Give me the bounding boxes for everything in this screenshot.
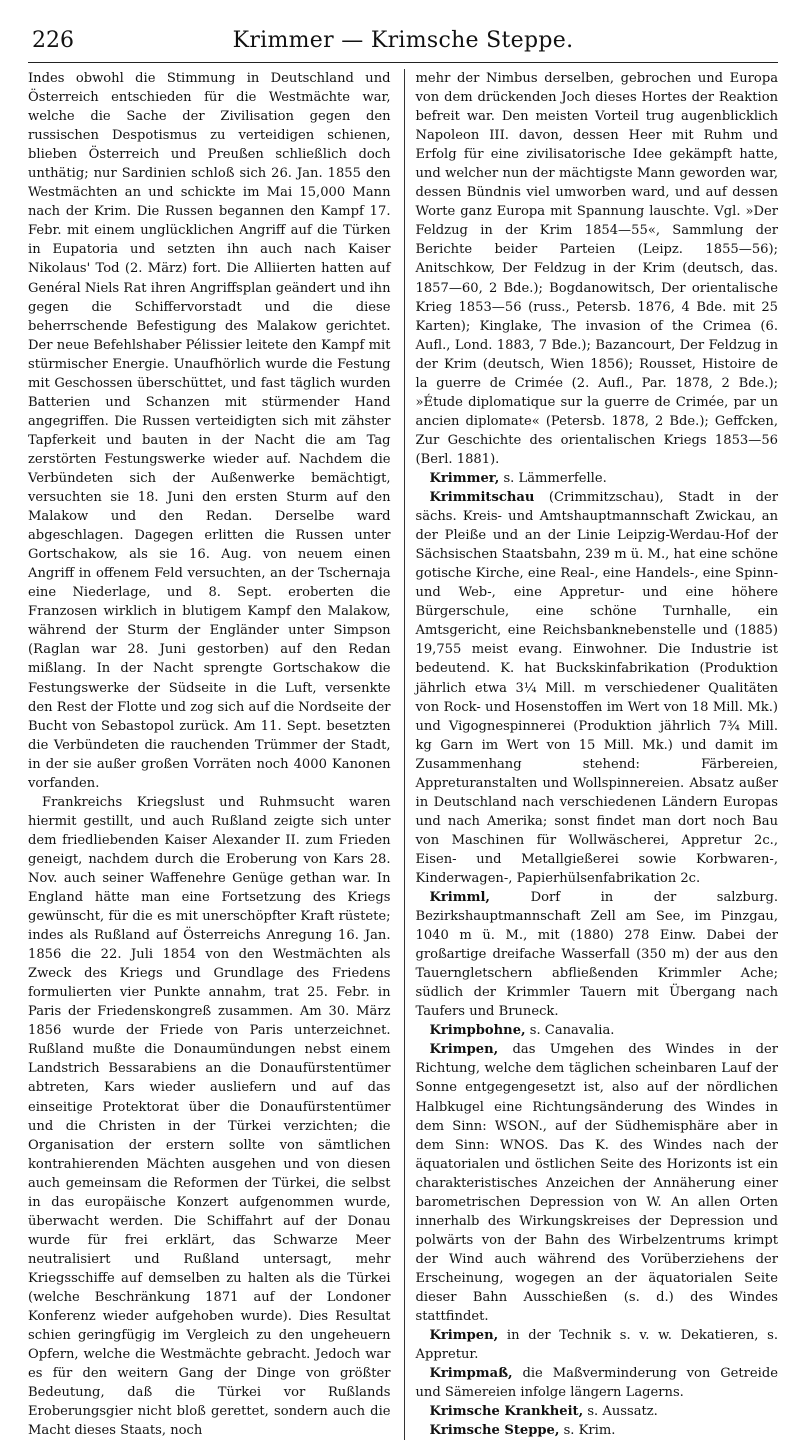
text-columns <box>28 69 778 1440</box>
paragraph: mehr der Nimbus derselben, gebrochen und Europa von dem drückenden Joch dieses Hortes der Reaktion befreit war. Den meisten Vorteil trug augenblicklich Napoleon III. davon, dessen Heer mit Ruhm und Erfolg für eine zivilisatorische Idee gekämpft hatte, und welcher nun der mächtigste Mann geworden war, dessen Bündnis viel umworben ward, und auf dessen Worte ganz Europa mit Spannung lauschte. Vgl. »Der Feldzug in der Krim 1854—55«, Sammlung der Berichte beider Parteien (Leipz. 1855—56); Anitschkow, Der Feldzug in der Krim (deutsch, das. 1857—60, 2 Bde.); Bogdanowitsch, Der orientalische Krieg 1853—56 (russ., Petersb. 1876, 4 Bde. mit 25 Karten); Kinglake, The invasion of the Crimea (6. Aufl., Lond. 1883, 7 Bde.); Bazancourt, Der Feldzug in der Krim (deutsch, Wien 1856); Rousset, Histoire de la guerre de Crimée (2. Aufl., Par. 1878, 2 Bde.); »Étude diplomatique sur la guerre de Crimée, par un ancien diplomate« (Petersb. 1878, 2 Bde.); Geffcken, Zur Geschichte des orientalischen Kriegs 1853—56 (Berl. 1881). <box>415 71 779 467</box>
entry-lemma: Krimpen, <box>429 1328 499 1344</box>
entry-text: s. Canavalia. <box>525 1023 615 1039</box>
page-number: 226 <box>32 28 74 53</box>
entry-lemma: Krimmitschau <box>429 490 535 506</box>
entry-text: s. Krim. <box>559 1423 616 1439</box>
dictionary-entry <box>416 488 779 888</box>
entry-lemma: Krimml, <box>429 890 490 906</box>
paragraph: Frankreichs Kriegslust und Ruhmsucht waren hiermit gestillt, und auch Rußland zeigte sich unter dem friedliebenden Kaiser Alexander II. zum Frieden geneigt, nachdem durch die Eroberung von Kars 28. Nov. auch seiner Waffenehre Genüge gethan war. In England hätte man eine Fortsetzung des Kriegs gewünscht, für die es mit unerschöpfter Kraft rüstete; indes als Rußland auf Österreichs Anregung 16. Jan. 1856 die 22. Juli 1854 von den Westmächten als Zweck des Kriegs und Grundlage des Friedens formulierten vier Punkte annahm, trat 25. Febr. in Paris der Friedenskongreß zusammen. Am 30. März 1856 wurde der Friede von Paris unterzeichnet. Rußland mußte die Donaumündungen nebst einem Landstrich Bessarabiens an die Donaufürstentümer abtreten, Kars wieder ausliefern und auf das einseitige Protektorat über die Donaufürstentümer und die Christen in der Türkei verzichten; die Organisation der erstern sollte von sämtlichen kontrahierenden Mächten ausgehen und von diesen auch gemeinsam die Reformen der Türkei, die selbst in das europäische Konzert aufgenommen wurde, überwacht werden. Die Schiffahrt auf der Donau wurde für frei erklärt, das Schwarze Meer neutralisiert und Rußland untersagt, mehr Kriegsschiffe auf demselben zu halten als die Türkei (welche Beschränkung 1871 auf der Londoner Konferenz wieder aufgehoben wurde). Dies Resultat schien geringfügig im Vergleich zu den ungeheuern Opfern, welche die Westmächte gebracht. Jedoch war es für den weitern Gang der Dinge von größter Bedeutung, daß die Türkei vor Rußlands Eroberungsgier nicht bloß gerettet, sondern auch die Macht dieses Staats, noch <box>28 794 391 1439</box>
dictionary-entry <box>416 1040 779 1326</box>
running-head: Krimmer — Krimsche Steppe. <box>232 28 574 53</box>
dictionary-entry <box>416 1364 779 1402</box>
dictionary-entry <box>416 1021 779 1040</box>
left-column <box>28 69 398 1440</box>
dictionary-entry <box>416 1402 779 1421</box>
entry-text: das Umgehen des Windes in der Richtung, welche dem täglichen scheinbaren Lauf der Sonne entgegengesetzt ist, also auf der nördlichen Halbkugel eine Richtungsänderung des Windes in dem Sinn: WSON., auf der Südhemisphäre aber in dem Sinn: WNOS. Das K. des Windes nach der äquatorialen und östlichen Seite des Horizonts ist ein charakteristisches Anzeichen der Annäherung einer barometrischen Depression von W. An allen Orten innerhalb des Wirkungskreises der Depression und polwärts von der Bahn des Wirbelzentrums krimpt der Wind auch während des Vorüberziehens der Erscheinung, wogegen an der äquatorialen Seite dieser Bahn Ausschießen (s. d.) des Windes stattfindet. <box>415 1042 779 1325</box>
dictionary-entry <box>416 888 779 1021</box>
dictionary-entry <box>416 1326 779 1364</box>
page-header <box>28 18 778 63</box>
entry-lemma: Krimsche Steppe, <box>429 1423 560 1439</box>
entry-lemma: Krimpen, <box>429 1042 499 1058</box>
entry-text: s. Aussatz. <box>583 1404 658 1420</box>
entry-text: in der Technik s. v. w. Dekatieren, s. Appretur. <box>415 1328 779 1363</box>
entry-lemma: Krimsche Krankheit, <box>429 1404 584 1420</box>
entry-lemma: Krimmer, <box>429 470 500 486</box>
entry-text: Dorf in der salzburg. Bezirkshauptmannschaft Zell am See, im Pinzgau, 1040 m ü. M., mit (1880) 278 Einw. Dabei der großartige dreifache Wasserfall (350 m) der aus den Tauerngletschern abfließenden Krimmler Ache; südlich der Krimmler Tauern mit Übergang nach Taufers und Bruneck. <box>415 890 779 1020</box>
entry-text: die Maßverminderung von Getreide und Sämereien infolge längern Lagerns. <box>415 1366 779 1401</box>
paragraph: Indes obwohl die Stimmung in Deutschland und Österreich entschieden für die Westmächte war, welche die Sache der Zivilisation gegen den russischen Despotismus zu verteidigen schienen, blieben Österreich und Preußen schließlich doch unthätig; nur Sardinien schloß sich 26. Jan. 1855 den Westmächten an und schickte im Mai 15,000 Mann nach der Krim. Die Russen begannen den Kampf 17. Febr. mit einem unglücklichen Angriff auf die Türken in Eupatoria und setzten ihn auch nach Kaiser Nikolaus' Tod (2. März) fort. Die Alliierten hatten auf Genéral Niels Rat ihren Angriffsplan geändert und ihn gegen die Schiffervorstadt und die diese beherrschende Befestigung des Malakow gerichtet. Der neue Befehlshaber Pélissier leitete den Kampf mit stürmischer Energie. Unaufhörlich wurde die Festung mit Geschossen überschüttet, und fast täglich wurden Batterien und Schanzen mit stürmender Hand angegriffen. Die Russen verteidigten sich mit zähster Tapferkeit und bauten in der Nacht die am Tag zerstörten Festungswerke wieder auf. Nachdem die Verbündeten sich der Außenwerke bemächtigt, versuchten sie 18. Juni den ersten Sturm auf den Malakow und den Redan. Derselbe ward abgeschlagen. Dagegen erlitten die Russen unter Gortschakow, als sie 16. Aug. von neuem einen Angriff in offenem Feld versuchten, an der Tschernaja eine Niederlage, und 8. Sept. eroberten die Franzosen wirklich in blutigem Kampf den Malakow, während der Sturm der Engländer unter Simpson (Raglan war 28. Juni gestorben) auf den Redan mißlang. In der Nacht sprengte Gortschakow die Festungswerke der Südseite in die Luft, versenkte den Rest der Flotte und zog sich auf die Nordseite der Bucht von Sebastopol zurück. Am 11. Sept. besetzten die Verbündeten die rauchenden Trümmer der Stadt, in der sie außer großen Vorräten noch 4000 Kanonen vorfanden. <box>28 71 391 791</box>
dictionary-entry <box>416 469 779 488</box>
entry-lemma: Krimpmaß, <box>429 1366 513 1382</box>
column-divider <box>404 69 405 1440</box>
entry-lemma: Krimpbohne, <box>429 1023 526 1039</box>
entry-text: (Crimmitzschau), Stadt in der sächs. Kreis- und Amtshauptmannschaft Zwickau, an der Pleiße und an der Linie Leipzig-Werdau-Hof der Sächsischen Staatsbahn, 239 m ü. M., hat eine schöne gotische Kirche, eine Real-, eine Handels-, eine Spinn- und Web-, eine Appretur- und eine höhere Bürgerschule, eine schöne Turnhalle, ein Amtsgericht, eine Reichsbanknebenstelle und (1885) 19,755 meist evang. Einwohner. Die Industrie ist bedeutend. K. hat Buckskinfabrikation (Produktion jährlich etwa 3¼ Mill. m verschiedener Qualitäten von Rock- und Hosenstoffen im Wert von 18 Mill. Mk.) und Vigognespinnerei (Produktion jährlich 7¾ Mill. kg Garn im Wert von 15 Mill. Mk.) und damit im Zusammenhang stehend: Färbereien, Appreturanstalten und Wollspinnereien. Absatz außer in Deutschland nach verschiedenen Ländern Europas und nach Amerika; sonst findet man dort noch Bau von Maschinen für Wollwäscherei, Appretur 2c., Eisen- und Metallgießerei sowie Korbwaren-, Kinderwagen-, Papierhülsenfabrikation 2c. <box>415 490 779 886</box>
right-column <box>411 69 779 1440</box>
entry-text: s. Lämmerfelle. <box>499 470 607 486</box>
dictionary-entry <box>416 1421 779 1440</box>
